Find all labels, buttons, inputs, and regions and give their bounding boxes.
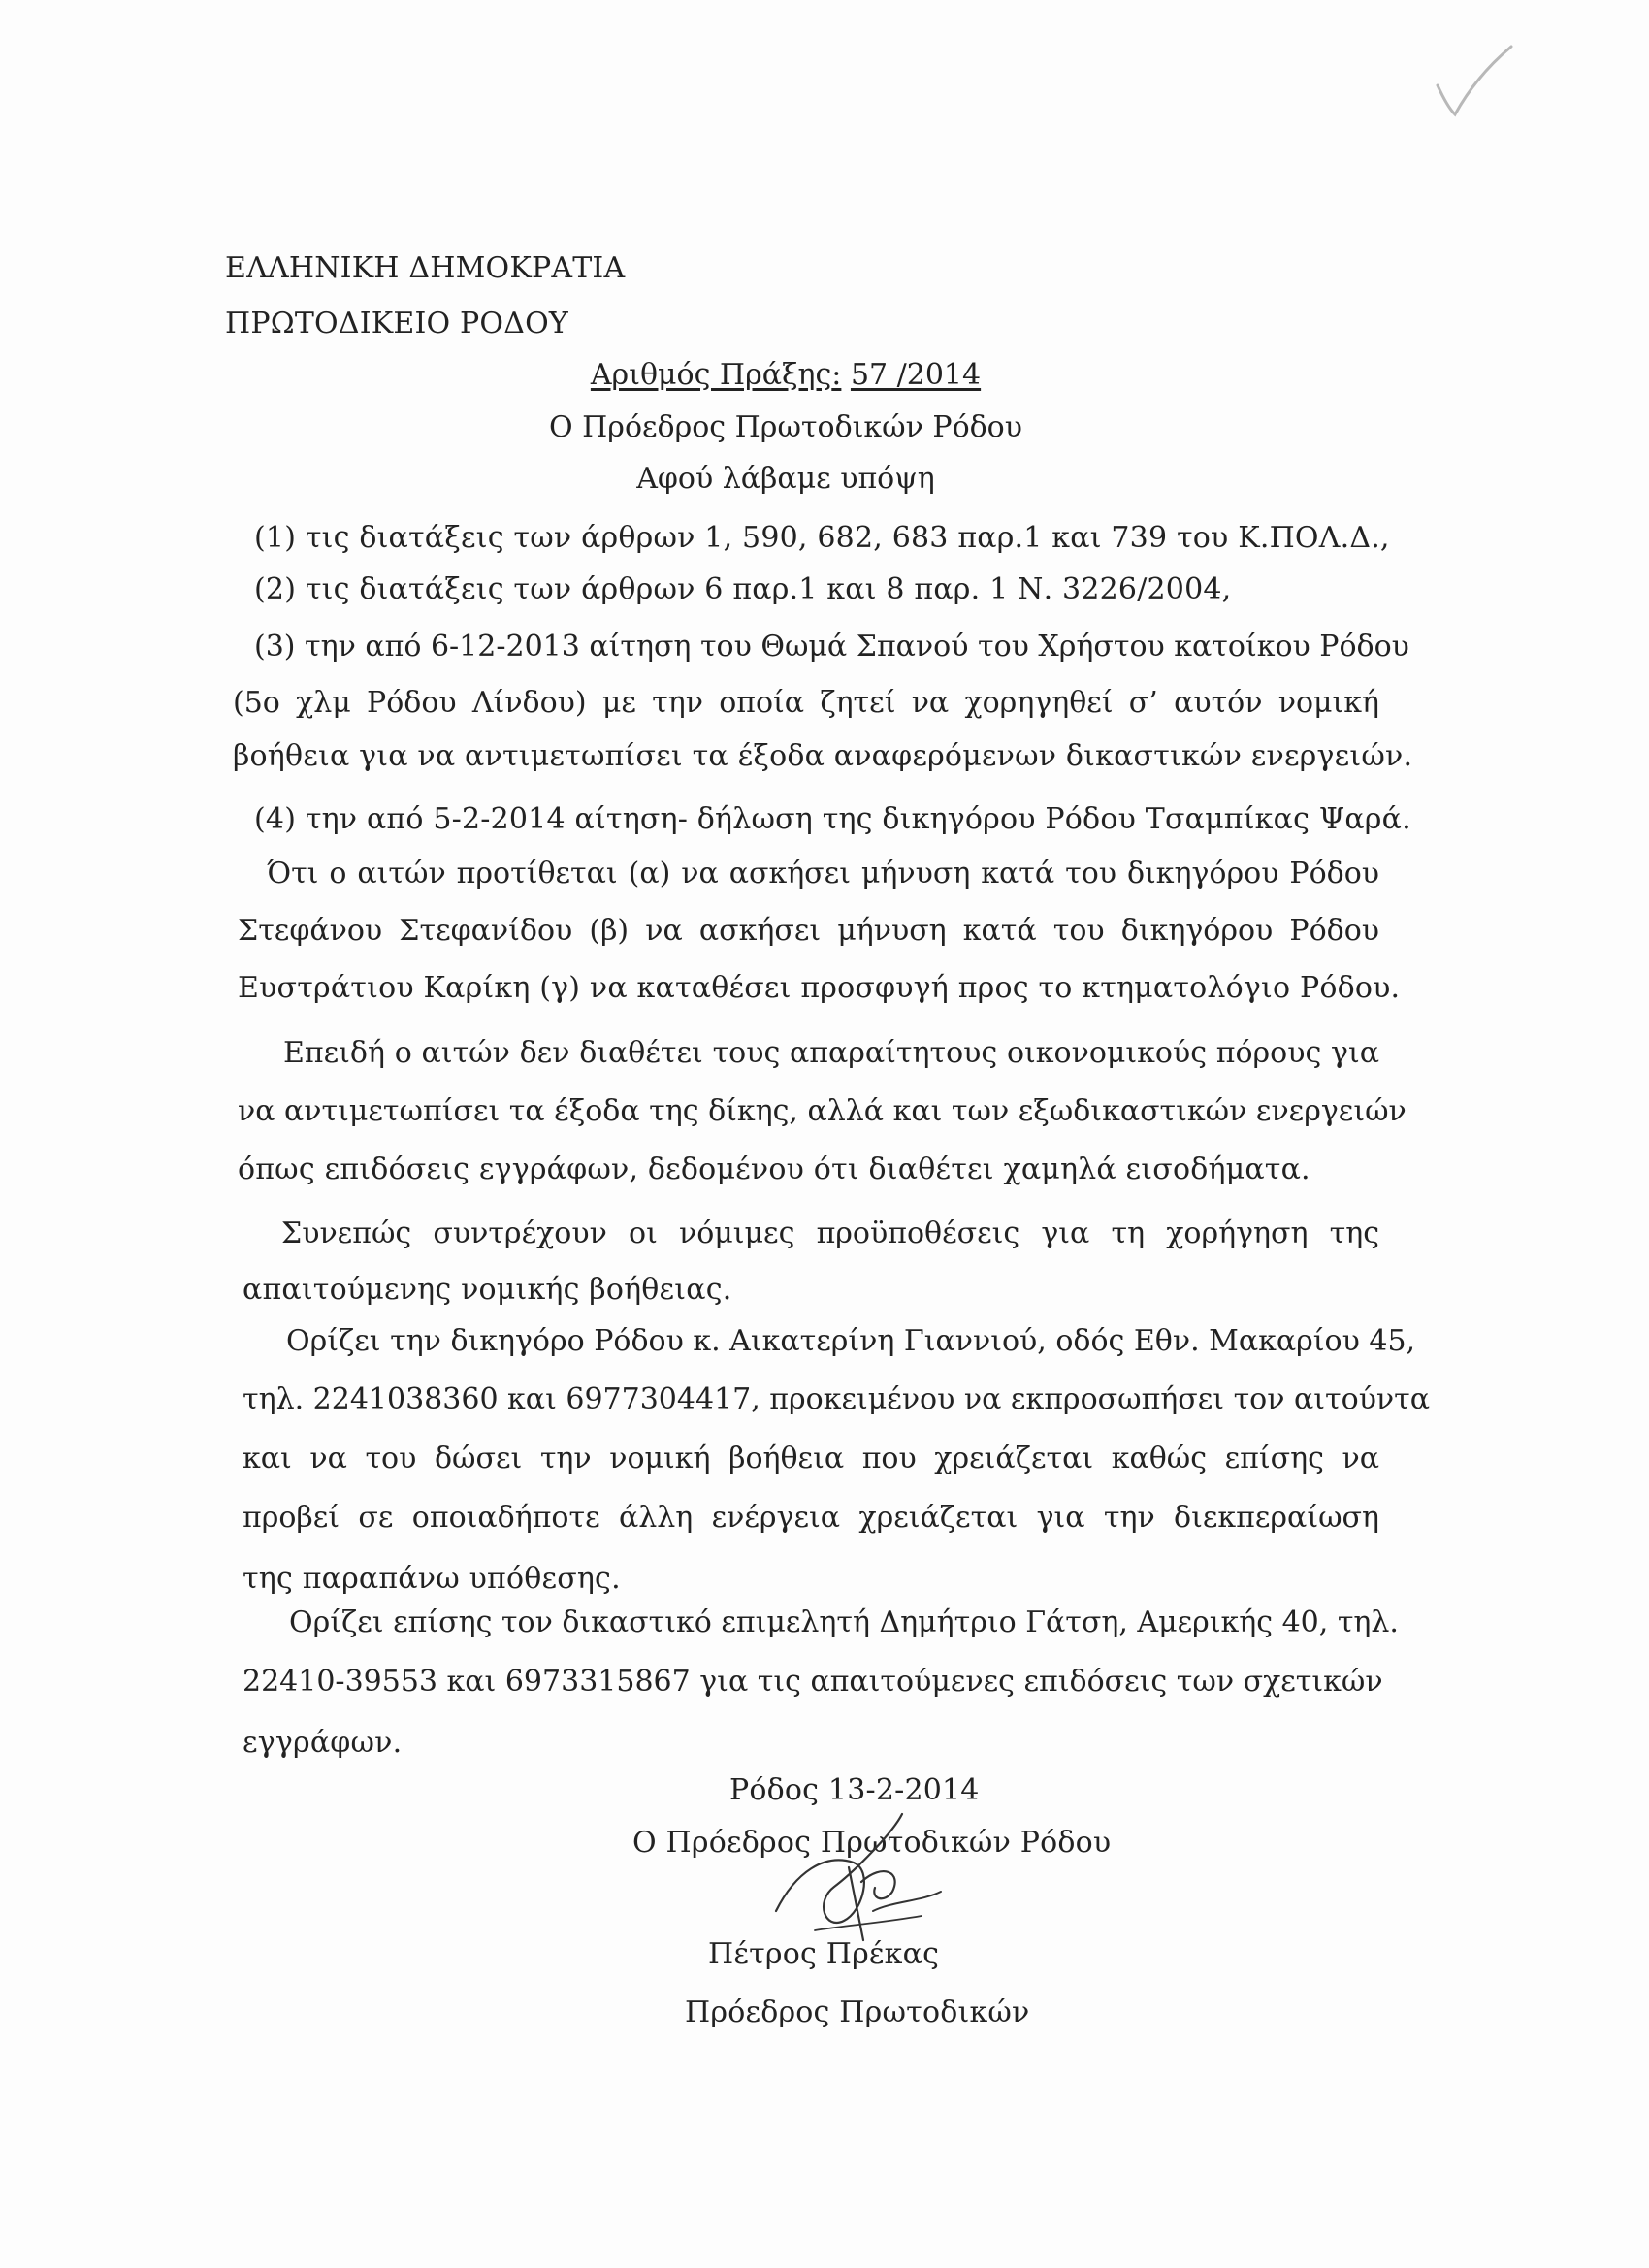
para-3-line-1: Συνεπώς συντρέχουν οι νόμιμες προϋποθέσεις για τη χορήγηση της <box>281 1216 1379 1250</box>
para-3-line-2: απαιτούμενης νομικής βοήθειας. <box>242 1273 732 1307</box>
signature-role-line: Ο Πρόεδρος Πρωτοδικών Ρόδου <box>632 1826 1112 1860</box>
act-number: 57 /2014 <box>850 358 982 392</box>
para-2-line-2: να αντιμετωπίσει τα έξοδα της δίκης, αλλά και των εξωδικαστικών ενεργειών <box>238 1094 1406 1128</box>
considering-line: Αφού λάβαμε υπόψη <box>636 462 935 496</box>
act-label: Αριθμός Πράξης <box>590 358 832 392</box>
header-court: ΠΡΩΤΟΔΙΚΕΙΟ ΡΟΔΟΥ <box>225 307 568 340</box>
clause-3-line-2: (5ο χλμ Ρόδου Λίνδου) με την οποία ζητεί να χορηγηθεί σ’ αυτόν νομική <box>233 686 1379 720</box>
checkmark-icon <box>1426 39 1523 126</box>
para-4-line-4: προβεί σε οποιαδήποτε άλλη ενέργεια χρειάζεται για την διεκπεραίωση <box>242 1501 1379 1535</box>
signatory-name: Πέτρος Πρέκας <box>708 1937 940 1971</box>
clause-3-line-3: βοήθεια για να αντιμετωπίσει τα έξοδα αναφερόμενων δικαστικών ενεργειών. <box>233 739 1413 773</box>
para-2-line-1: Επειδή ο αιτών δεν διαθέτει τους απαραίτητους οικονομικούς πόρους για <box>283 1036 1379 1070</box>
para-1-line-1: Ότι ο αιτών προτίθεται (α) να ασκήσει μήνυση κατά του δικηγόρου Ρόδου <box>267 857 1379 891</box>
signatory-title: Πρόεδρος Πρωτοδικών <box>685 1995 1030 2029</box>
clause-4: (4) την από 5-2-2014 αίτηση- δήλωση της δικηγόρου Ρόδου Τσαμπίκας Ψαρά. <box>254 802 1411 836</box>
act-number-line <box>0 356 1571 395</box>
para-1-line-2: Στεφάνου Στεφανίδου (β) να ασκήσει μήνυση κατά του δικηγόρου Ρόδου <box>238 914 1379 948</box>
para-2-line-3: όπως επιδόσεις εγγράφων, δεδομένου ότι διαθέτει χαμηλά εισοδήματα. <box>238 1152 1310 1186</box>
act-separator: : <box>831 358 842 392</box>
para-4-line-5: της παραπάνω υπόθεσης. <box>242 1562 621 1596</box>
para-1-line-3: Ευστράτιου Καρίκη (γ) να καταθέσει προσφυγή προς το κτηματολόγιο Ρόδου. <box>238 971 1401 1005</box>
para-5-line-3: εγγράφων. <box>242 1726 403 1760</box>
para-5-line-1: Ορίζει επίσης τον δικαστικό επιμελητή Δημήτριο Γάτση, Αμερικής 40, τηλ. <box>289 1605 1399 1639</box>
para-4-line-1: Ορίζει την δικηγόρο Ρόδου κ. Αικατερίνη Γιαννιού, οδός Εθν. Μακαρίου 45, <box>286 1324 1416 1358</box>
president-line: Ο Πρόεδρος Πρωτοδικών Ρόδου <box>549 410 1022 444</box>
para-4-line-3: και να του δώσει την νομική βοήθεια που χρειάζεται καθώς επίσης να <box>242 1442 1379 1475</box>
para-5-line-2: 22410-39553 και 6973315867 για τις απαιτούμενες επιδόσεις των σχετικών <box>242 1665 1383 1699</box>
para-4-line-2: τηλ. 2241038360 και 6977304417, προκειμένου να εκπροσωπήσει τον αιτούντα <box>242 1382 1431 1416</box>
clause-2: (2) τις διατάξεις των άρθρων 6 παρ.1 και 8 παρ. 1 Ν. 3226/2004, <box>254 572 1232 606</box>
clause-3-line-1: (3) την από 6-12-2013 αίτηση του Θωμά Σπανού του Χρήστου κατοίκου Ρόδου <box>254 630 1409 664</box>
clause-1: (1) τις διατάξεις των άρθρων 1, 590, 682, 683 παρ.1 και 739 του Κ.ΠΟΛ.Δ., <box>254 521 1390 555</box>
place-date: Ρόδος 13-2-2014 <box>729 1773 980 1807</box>
header-republic: ΕΛΛΗΝΙΚΗ ΔΗΜΟΚΡΑΤΙΑ <box>225 251 626 285</box>
